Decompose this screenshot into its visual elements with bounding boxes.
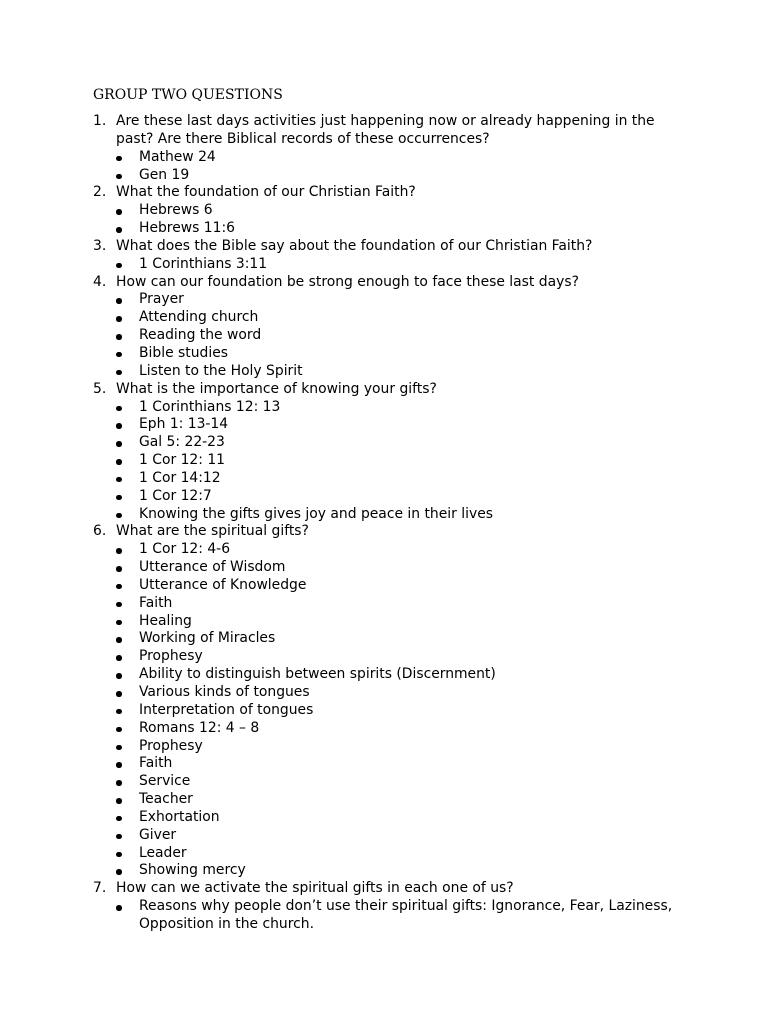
answer-point-text: Gal 5: 22-23 <box>139 434 225 451</box>
bullet-icon <box>116 727 122 733</box>
answer-point <box>116 416 693 434</box>
answer-point-text: 1 Corinthians 3:11 <box>139 255 268 272</box>
answer-point-text: Working of Miracles <box>139 630 276 647</box>
bullet-icon <box>116 227 122 233</box>
answer-point-list <box>116 291 693 380</box>
question-number: 3. <box>93 237 107 254</box>
answer-point <box>116 309 693 327</box>
document-title: GROUP TWO QUESTIONS <box>93 87 283 103</box>
answer-point <box>116 488 693 506</box>
answer-point <box>116 595 693 613</box>
answer-point-text: 1 Cor 12:7 <box>139 487 212 504</box>
answer-point-text: Hebrews 6 <box>139 202 213 219</box>
question-item <box>93 184 693 238</box>
question-number: 1. <box>93 113 107 129</box>
answer-point <box>116 470 693 488</box>
bullet-icon <box>116 156 122 162</box>
answer-point <box>116 845 693 863</box>
answer-point <box>116 149 693 167</box>
answer-point <box>116 434 693 452</box>
bullet-icon <box>116 637 122 643</box>
answer-point <box>116 202 693 220</box>
bullet-icon <box>116 441 122 447</box>
answer-point <box>116 256 693 274</box>
bullet-icon <box>116 834 122 840</box>
answer-point <box>116 720 693 738</box>
answer-point-text: Faith <box>139 594 173 611</box>
answer-point-text: 1 Cor 12: 4-6 <box>139 541 231 558</box>
bullet-icon <box>116 816 122 822</box>
answer-point <box>116 363 693 381</box>
question-list <box>93 113 693 934</box>
answer-point-text: Reasons why people don’t use their spiritual gifts: Ignorance, Fear, Laziness, Opposition in the church. <box>139 898 673 932</box>
question-item <box>93 274 693 381</box>
bullet-icon <box>116 298 122 304</box>
bullet-icon <box>116 316 122 322</box>
answer-point-list <box>116 541 693 880</box>
answer-point <box>116 559 693 577</box>
answer-point-text: Giver <box>139 826 177 843</box>
answer-point-text: Eph 1: 13-14 <box>139 416 229 433</box>
answer-point <box>116 738 693 756</box>
answer-point <box>116 291 693 309</box>
question-text: What is the importance of knowing your gifts? <box>116 380 437 397</box>
answer-point-text: Utterance of Wisdom <box>139 559 286 576</box>
answer-point-text: Showing mercy <box>139 862 246 879</box>
question-item <box>93 880 693 934</box>
bullet-icon <box>116 762 122 768</box>
answer-point <box>116 827 693 845</box>
answer-point <box>116 791 693 809</box>
answer-point <box>116 327 693 345</box>
question-number: 2. <box>93 184 107 201</box>
bullet-icon <box>116 905 122 911</box>
answer-point-text: Faith <box>139 755 173 772</box>
question-text: How can we activate the spiritual gifts in each one of us? <box>116 880 514 897</box>
bullet-icon <box>116 263 122 269</box>
answer-point-text: Various kinds of tongues <box>139 684 310 700</box>
bullet-icon <box>116 174 122 180</box>
answer-point <box>116 541 693 559</box>
bullet-icon <box>116 477 122 483</box>
answer-point-list <box>116 898 693 934</box>
question-number: 7. <box>93 880 107 897</box>
bullet-icon <box>116 673 122 679</box>
answer-point <box>116 630 693 648</box>
bullet-icon <box>116 459 122 465</box>
answer-point <box>116 613 693 631</box>
answer-point <box>116 220 693 238</box>
answer-point <box>116 577 693 595</box>
question-number: 6. <box>93 523 107 540</box>
bullet-icon <box>116 798 122 804</box>
answer-point-text: 1 Corinthians 12: 13 <box>139 398 281 415</box>
question-item <box>93 113 693 184</box>
bullet-icon <box>116 209 122 215</box>
answer-point <box>116 648 693 666</box>
bullet-icon <box>116 352 122 358</box>
question-text: Are these last days activities just happening now or already happening in the past? Are there Biblical records of these occurrences? <box>116 113 655 147</box>
answer-point <box>116 399 693 417</box>
question-item <box>93 381 693 524</box>
bullet-icon <box>116 423 122 429</box>
bullet-icon <box>116 334 122 340</box>
question-text: What are the spiritual gifts? <box>116 523 309 540</box>
question-number: 5. <box>93 380 107 397</box>
answer-point <box>116 684 693 702</box>
answer-point <box>116 452 693 470</box>
answer-point-text: Romans 12: 4 – 8 <box>139 719 260 736</box>
answer-point-list <box>116 256 693 274</box>
answer-point <box>116 702 693 720</box>
bullet-icon <box>116 655 122 661</box>
answer-point <box>116 167 693 185</box>
answer-point-text: Ability to distinguish between spirits (Discernment) <box>139 666 496 683</box>
answer-point-text: Healing <box>139 612 192 629</box>
answer-point <box>116 345 693 363</box>
answer-point-text: Gen 19 <box>139 166 190 183</box>
answer-point <box>116 506 693 524</box>
answer-point <box>116 773 693 791</box>
bullet-icon <box>116 548 122 554</box>
answer-point-text: 1 Cor 14:12 <box>139 469 221 486</box>
question-text: What the foundation of our Christian Faith? <box>116 184 416 201</box>
answer-point-text: Bible studies <box>139 344 228 361</box>
bullet-icon <box>116 780 122 786</box>
answer-point <box>116 666 693 684</box>
bullet-icon <box>116 566 122 572</box>
question-item <box>93 238 693 274</box>
question-number: 4. <box>93 273 107 290</box>
answer-point-text: Knowing the gifts gives joy and peace in their lives <box>139 505 493 522</box>
answer-point-text: Utterance of Knowledge <box>139 576 307 593</box>
question-item <box>93 523 693 880</box>
answer-point-text: Prophesy <box>139 648 203 665</box>
answer-point-text: Mathew 24 <box>139 148 216 165</box>
answer-point-text: Service <box>139 773 191 790</box>
answer-point <box>116 809 693 827</box>
answer-point-text: Attending church <box>139 309 259 326</box>
answer-point-list <box>116 399 693 524</box>
answer-point-text: Listen to the Holy Spirit <box>139 362 303 379</box>
answer-point <box>116 862 693 880</box>
answer-point-text: Hebrews 11:6 <box>139 220 235 237</box>
bullet-icon <box>116 745 122 751</box>
bullet-icon <box>116 584 122 590</box>
answer-point-text: Teacher <box>139 791 193 808</box>
bullet-icon <box>116 691 122 697</box>
bullet-icon <box>116 869 122 875</box>
bullet-icon <box>116 620 122 626</box>
bullet-icon <box>116 495 122 501</box>
bullet-icon <box>116 406 122 412</box>
bullet-icon <box>116 709 122 715</box>
bullet-icon <box>116 852 122 858</box>
answer-point-text: Reading the word <box>139 327 262 344</box>
answer-point-text: 1 Cor 12: 11 <box>139 452 226 469</box>
answer-point-list <box>116 202 693 238</box>
answer-point <box>116 755 693 773</box>
answer-point-text: Leader <box>139 844 187 861</box>
answer-point-text: Interpretation of tongues <box>139 701 314 718</box>
bullet-icon <box>116 513 122 519</box>
answer-point-text: Prayer <box>139 291 184 308</box>
answer-point-text: Prophesy <box>139 737 203 754</box>
question-text: What does the Bible say about the foundation of our Christian Faith? <box>116 237 593 254</box>
answer-point-list <box>116 149 693 185</box>
question-text: How can our foundation be strong enough to face these last days? <box>116 273 579 290</box>
bullet-icon <box>116 370 122 376</box>
answer-point-text: Exhortation <box>139 808 220 825</box>
bullet-icon <box>116 602 122 608</box>
answer-point <box>116 898 693 934</box>
